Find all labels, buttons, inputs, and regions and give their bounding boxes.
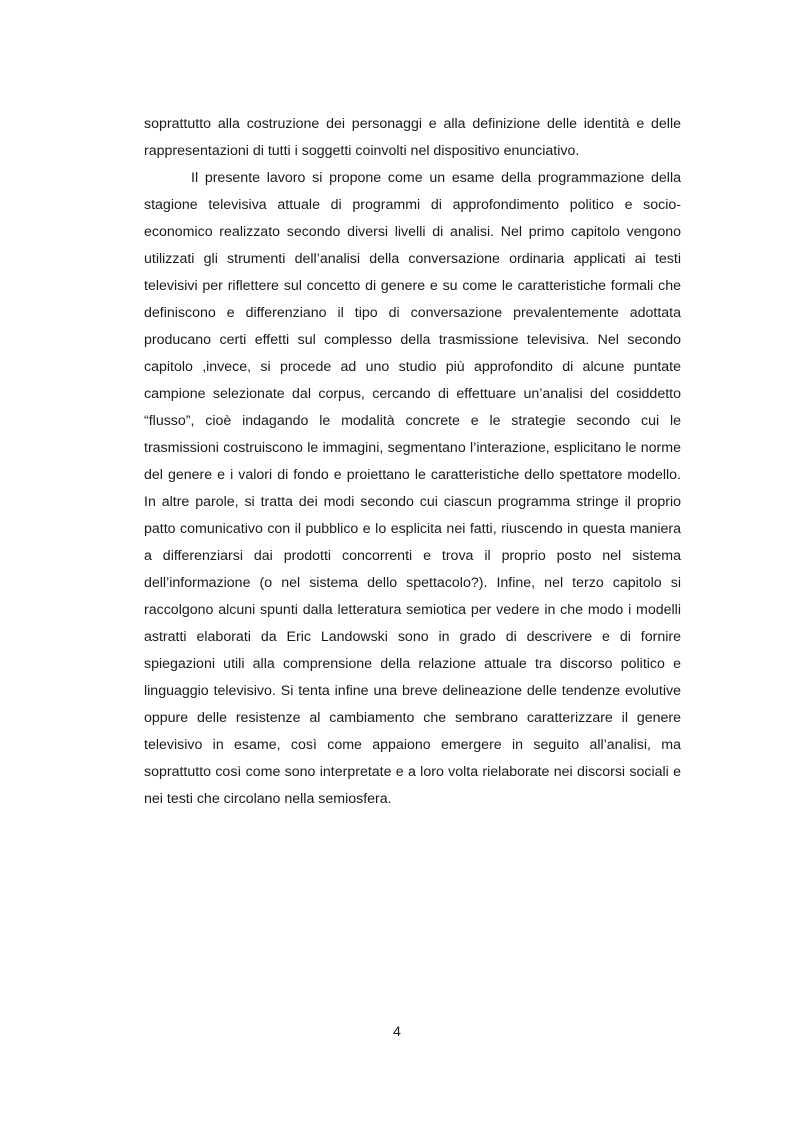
page-number: 4 xyxy=(393,1024,401,1040)
paragraph-continuation: soprattutto alla costruzione dei personaggi e alla definizione delle identità e delle rappresentazioni di tutti i soggetti coinvolti nel dispositivo enunciativo. xyxy=(144,116,681,159)
body-text xyxy=(144,111,681,813)
paragraph-thesis-overview: Il presente lavoro si propone come un esame della programmazione della stagione televisiva attuale di programmi di approfondimento politico e socio-economico realizzato secondo diversi livelli di analisi. Nel primo capitolo vengono utilizzati gli strumenti dell’analisi della conversazione ordinaria applicati ai testi televisivi per riflettere sul concetto di genere e su come le caratteristiche formali che definiscono e differenziano il tipo di conversazione prevalentemente adottata producano certi effetti sul complesso della trasmissione televisiva. Nel secondo capitolo ,invece, si procede ad uno studio più approfondito di alcune puntate campione selezionate dal corpus, cercando di effettuare un’analisi del cosiddetto “flusso”, cioè indagando le modalità concrete e le strategie secondo cui le trasmissioni costruiscono le immagini, segmentano l’interazione, esplicitano le norme del genere e i valori di fondo e proiettano le caratteristiche dello spettatore modello. In altre parole, si tratta dei modi secondo cui ciascun programma stringe il proprio patto comunicativo con il pubblico e lo esplicita nei fatti, riuscendo in questa maniera a differenziarsi dai prodotti concorrenti e trova il proprio posto nel sistema dell’informazione (o nel sistema dello spettacolo?). Infine, nel terzo capitolo si raccolgono alcuni spunti dalla letteratura semiotica per vedere in che modo i modelli astratti elaborati da Eric Landowski sono in grado di descrivere e di fornire spiegazioni utili alla comprensione della relazione attuale tra discorso politico e linguaggio televisivo. Si tenta infine una breve delineazione delle tendenze evolutive oppure delle resistenze al cambiamento che sembrano caratterizzare il genere televisivo in esame, così come appaiono emergere in seguito all’analisi, ma soprattutto così come sono interpretate e a loro volta rielaborate nei discorsi sociali e nei testi che circolano nella semiosfera. xyxy=(144,170,681,807)
